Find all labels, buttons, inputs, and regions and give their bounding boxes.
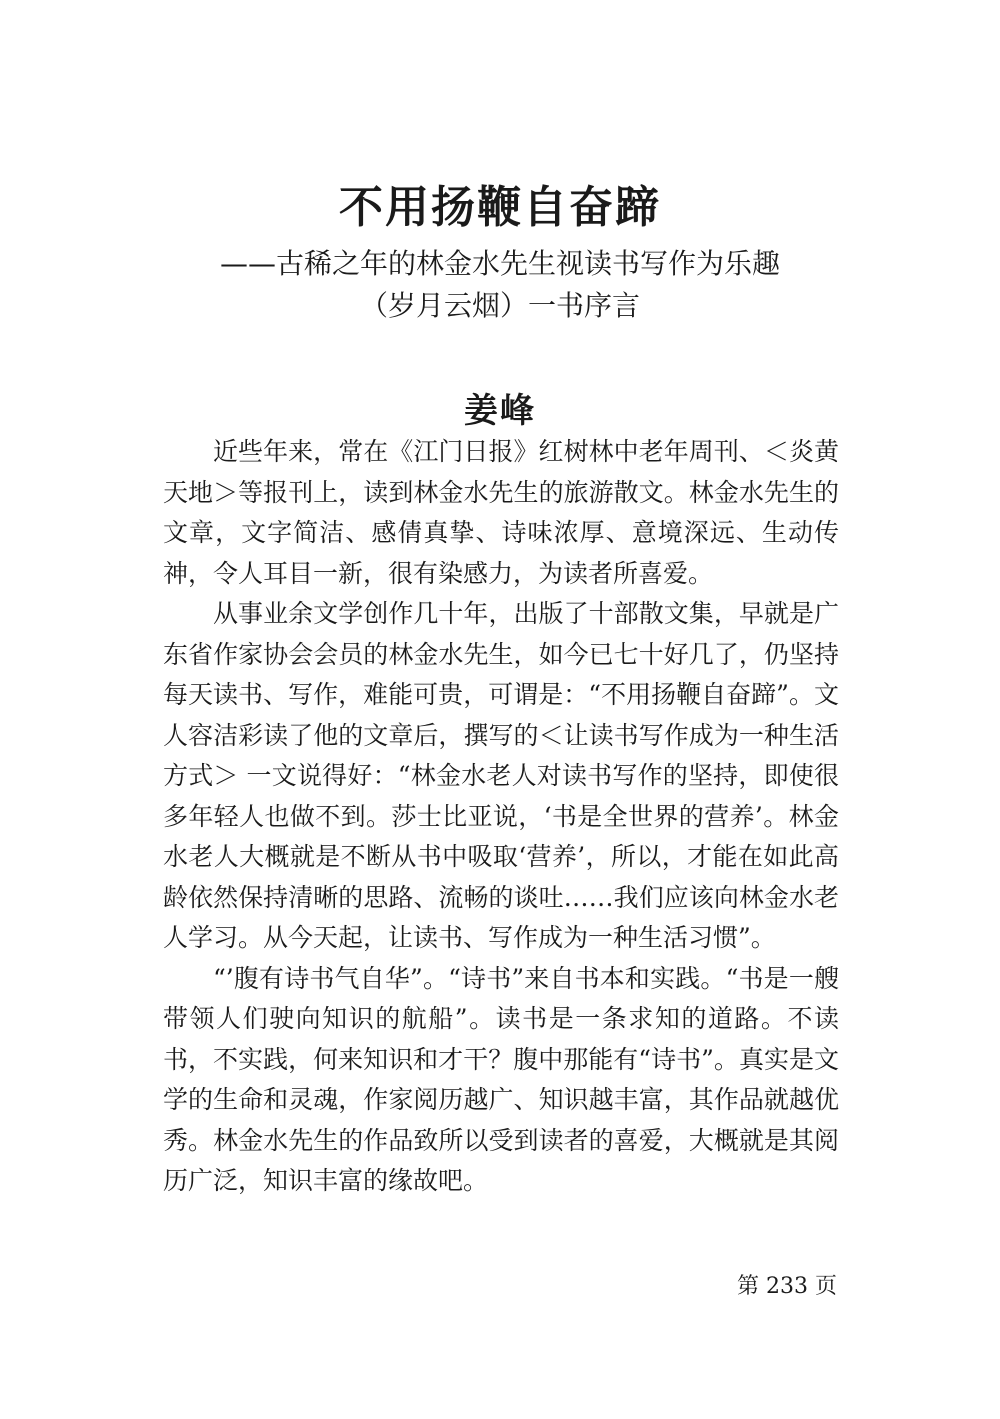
author-name: 姜峰 <box>464 391 536 431</box>
paragraph-2: 从事业余文学创作几十年，出版了十部散文集，早就是广东省作家协会会员的林金水先生，如今已七十好几了，仍坚持每天读书、写作，难能可贵，可谓是：“不用扬鞭自奋蹄”。文人容洁彩读了他的文章后，撰写的＜让读书写作成为一种生活方式＞ 一文说得好：“林金水老人对读书写作的坚持，即使很多年轻人也做不到。莎士比亚说，‘书是全世界的营养’。林金水老人大概就是不断从书中吸取‘营养’，所以，才能在如此高龄依然保持清晰的思路、流畅的谈吐……我们应该向林金水老人学习。从今天起，让读书、写作成为一种生活习惯”。 <box>163 599 839 952</box>
document-subtitle-line1: ——古稀之年的林金水先生视读书写作为乐趣 <box>219 247 780 280</box>
page-number: 第 233 页 <box>737 1274 837 1299</box>
paragraph-3: “’腹有诗书气自华”。“诗书”来自书本和实践。“书是一艘带领人们驶向知识的航船”。读书是一条求知的道路。不读书，不实践，何来知识和才干？腹中那能有“诗书”。真实是文学的生命和灵魂，作家阅历越广、知识越丰富，其作品就越优秀。林金水先生的作品致所以受到读者的喜爱，大概就是其阅历广泛，知识丰富的缘故吧。 <box>163 963 839 1195</box>
document-subtitle-line2: （岁月云烟）一书序言 <box>359 289 640 322</box>
body-text <box>163 432 839 1202</box>
paragraph-1: 近些年来，常在《江门日报》红树林中老年周刊、＜炎黄天地＞等报刊上，读到林金水先生的旅游散文。林金水先生的文章，文字简洁、感倩真挚、诗味浓厚、意境深远、生动传神，令人耳目一新，很有染感力，为读者所喜爱。 <box>163 437 839 588</box>
document-title: 不用扬鞭自奋蹄 <box>339 182 661 233</box>
